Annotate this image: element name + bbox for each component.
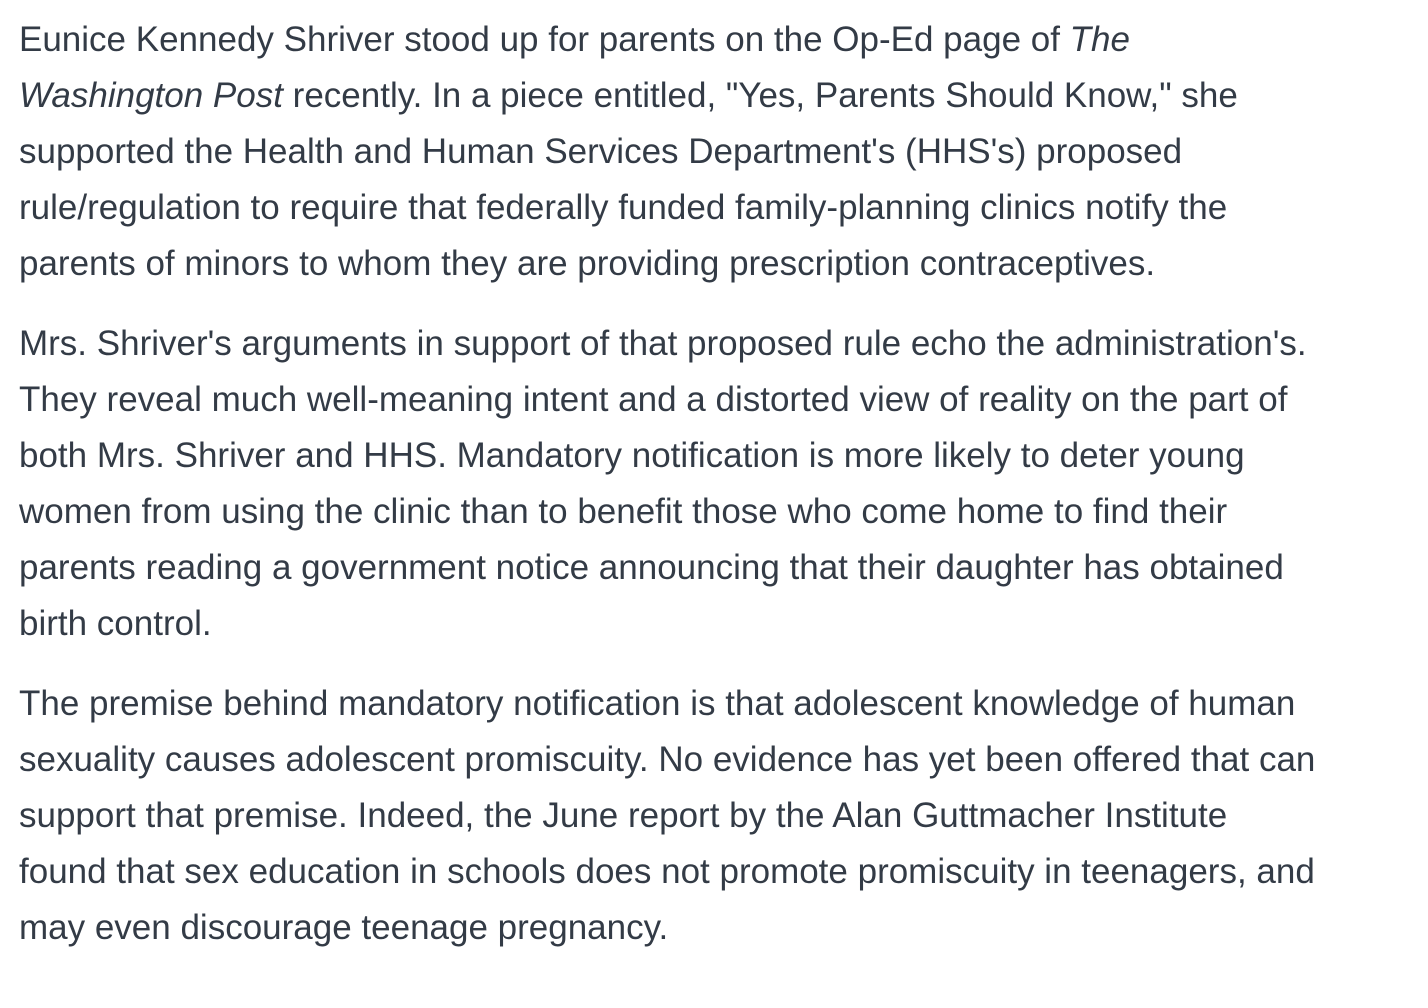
text-line: The premise behind mandatory notification is that adolescent knowledge of human — [19, 684, 1296, 723]
publication-name: The — [1069, 20, 1130, 59]
paragraph-1 — [19, 12, 1414, 292]
text-line: found that sex education in schools does not promote promiscuity in teenagers, and — [19, 852, 1315, 891]
text-line: Eunice Kennedy Shriver stood up for parents on the Op-Ed page of The — [19, 20, 1130, 59]
text-line: birth control. — [19, 604, 212, 643]
text-line: women from using the clinic than to benefit those who come home to find their — [19, 492, 1228, 531]
text-line: Mrs. Shriver's arguments in support of that proposed rule echo the administration's. — [19, 324, 1307, 363]
text-line: supported the Health and Human Services Department's (HHS's) proposed — [19, 132, 1183, 171]
text-line: may even discourage teenage pregnancy. — [19, 908, 669, 947]
text-line: sexuality causes adolescent promiscuity. No evidence has yet been offered that can — [19, 740, 1316, 779]
paragraph-2 — [19, 316, 1414, 652]
text-line: They reveal much well-meaning intent and a distorted view of reality on the part of — [19, 380, 1288, 419]
article-body — [19, 12, 1414, 980]
text-line: rule/regulation to require that federally funded family-planning clinics notify the — [19, 188, 1228, 227]
text-line: Washington Post recently. In a piece entitled, "Yes, Parents Should Know," she — [19, 76, 1238, 115]
text-line: both Mrs. Shriver and HHS. Mandatory notification is more likely to deter young — [19, 436, 1245, 475]
text-line: support that premise. Indeed, the June report by the Alan Guttmacher Institute — [19, 796, 1228, 835]
text-line: parents reading a government notice announcing that their daughter has obtained — [19, 548, 1284, 587]
publication-name: Washington Post — [19, 76, 283, 115]
paragraph-3 — [19, 676, 1414, 956]
text-line: parents of minors to whom they are providing prescription contraceptives. — [19, 244, 1156, 283]
